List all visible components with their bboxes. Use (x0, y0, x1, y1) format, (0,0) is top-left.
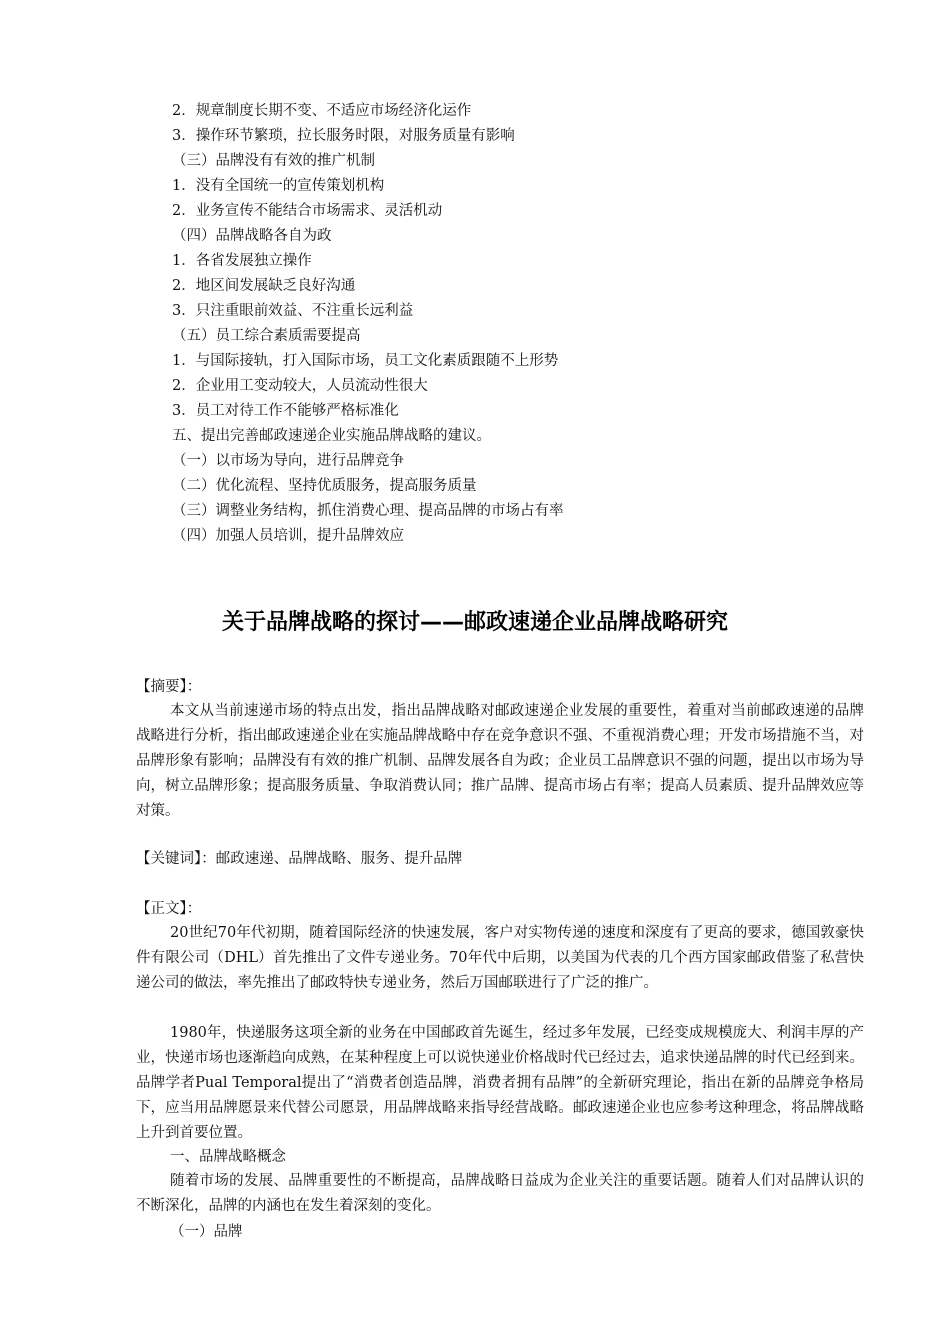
keywords-line: 【关键词】：邮政速递、品牌战略、服务、提升品牌 (136, 851, 463, 867)
section-paragraph: 随着市场的发展、品牌重要性的不断提高，品牌战略日益成为企业关注的重要话题。随着人们对品牌认识的不断深化，品牌的内涵也在发生着深刻的变化。 (136, 1173, 864, 1214)
abstract-label: 【摘要】： (136, 679, 202, 695)
outline-item: 3．员工对待工作不能够严格标准化 (172, 403, 399, 419)
outline-subheading: （五）员工综合素质需要提高 (172, 328, 361, 344)
outline-item: 2．地区间发展缺乏良好沟通 (172, 278, 356, 294)
body-label: 【正文】： (136, 901, 202, 917)
outline-item: 2．企业用工变动较大，人员流动性很大 (172, 378, 428, 394)
outline-subheading: （三）调整业务结构，抓住消费心理、提高品牌的市场占有率 (172, 503, 564, 519)
article-title: 关于品牌战略的探讨——邮政速递企业品牌战略研究 (221, 610, 728, 635)
outline-subheading: （四）品牌战略各自为政 (172, 228, 332, 244)
outline-subheading: （三）品牌没有有效的推广机制 (172, 153, 375, 169)
outline-item: 1．与国际接轨，打入国际市场，员工文化素质跟随不上形势 (172, 353, 559, 369)
subsection-heading: （一）品牌 (170, 1224, 243, 1240)
outline-section-heading: 五、提出完善邮政速递企业实施品牌战略的建议。 (172, 428, 491, 444)
outline-subheading: （四）加强人员培训，提升品牌效应 (172, 528, 404, 544)
outline-item: 2．业务宣传不能结合市场需求、灵活机动 (172, 203, 443, 219)
abstract-paragraph: 本文从当前速递市场的特点出发，指出品牌战略对邮政速递企业发展的重要性，着重对当前邮政速递的品牌战略进行分析，指出邮政速递企业在实施品牌战略中存在竞争意识不强、不重视消费心理；开发市场措施不当，对品牌形象有影响；品牌没有有效的推广机制、品牌发展各自为政；企业员工品牌意识不强的问题，提出以市场为导向，树立品牌形象；提高服务质量、争取消费认同；推广品牌、提高市场占有率；提高人员素质、提升品牌效应等对策。 (136, 703, 864, 819)
outline-item: 1．没有全国统一的宣传策划机构 (172, 178, 385, 194)
body-paragraph: 1980年，快递服务这项全新的业务在中国邮政首先诞生，经过多年发展，已经变成规模庞大、利润丰厚的产业，快递市场也逐渐趋向成熟，在某种程度上可以说快递业价格战时代已经过去，追求快递品牌的时代已经到来。品牌学者Pual Temporal提出了“消费者创造品牌，消费者拥有品牌”的全新研究理论，指出在新的品牌竞争格局下，应当用品牌愿景来代替公司愿景，用品牌战略来指导经营战略。邮政速递企业也应参考这种理念，将品牌战略上升到首要位置。 (136, 1025, 864, 1141)
outline-item: 3．只注重眼前效益、不注重长远利益 (172, 303, 414, 319)
outline-subheading: （二）优化流程、坚持优质服务，提高服务质量 (172, 478, 477, 494)
outline-item: 1．各省发展独立操作 (172, 253, 312, 269)
outline-item: 3．操作环节繁琐，拉长服务时限，对服务质量有影响 (172, 128, 515, 144)
body-paragraph: 20世纪70年代初期，随着国际经济的快速发展，客户对实物传递的速度和深度有了更高的要求，德国敦豪快件有限公司（DHL）首先推出了文件专递业务。70年代中后期，以美国为代表的几个西方国家邮政借鉴了私营快递公司的做法，率先推出了邮政特快专递业务，然后万国邮联进行了广泛的推广。 (136, 925, 864, 991)
outline-subheading: （一）以市场为导向，进行品牌竞争 (172, 453, 404, 469)
outline-item: 2．规章制度长期不变、不适应市场经济化运作 (172, 103, 472, 119)
section-heading: 一、品牌战略概念 (170, 1149, 286, 1165)
